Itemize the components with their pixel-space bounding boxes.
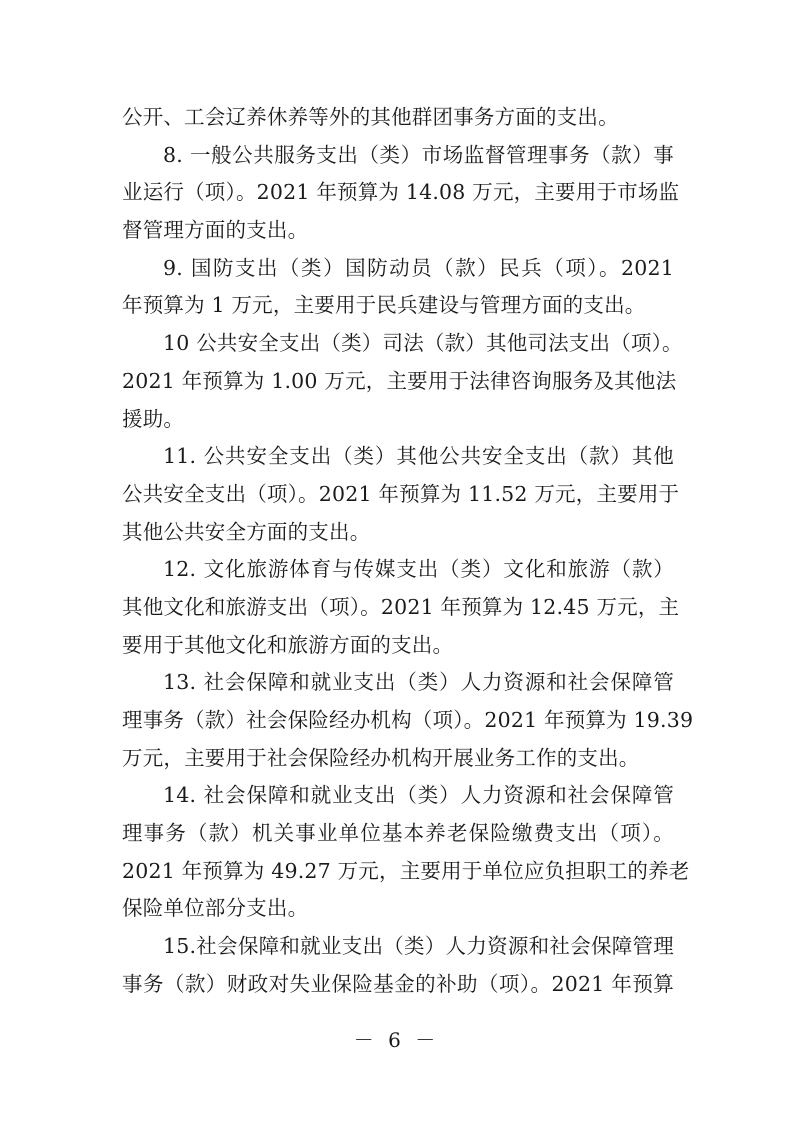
paragraph-line: 万元，主要用于社会保险经办机构开展业务工作的支出。 (122, 745, 640, 770)
paragraph-line: 14. 社会保障和就业支出（类）人力资源和社会保障管 (163, 783, 674, 808)
paragraph-line: 2021 年预算为 1.00 万元，主要用于法律咨询服务及其他法 (122, 368, 677, 393)
paragraph-line: 理事务（款）社会保险经办机构（项）。2021 年预算为 19.39 (122, 708, 694, 732)
paragraph-line: 年预算为 1 万元，主要用于民兵建设与管理方面的支出。 (122, 293, 646, 318)
paragraph-line: 其他公共安全方面的支出。 (122, 519, 371, 544)
paragraph-line: 9. 国防支出（类）国防动员（款）民兵（项）。2021 (163, 255, 674, 280)
paragraph-line: 2021 年预算为 49.27 万元，主要用于单位应负担职工的养老 (122, 858, 690, 883)
paragraph-line: 督管理方面的支出。 (122, 218, 309, 243)
paragraph-line: 理事务（款）机关事业单位基本养老保险缴费支出（项）。 (122, 821, 674, 846)
paragraph-line: 援助。 (122, 406, 185, 431)
paragraph-line: 其他文化和旅游支出（项）。2021 年预算为 12.45 万元，主 (122, 594, 680, 619)
paragraph-line: 要用于其他文化和旅游方面的支出。 (122, 632, 454, 657)
paragraph-line: 8. 一般公共服务支出（类）市场监督管理事务（款）事 (163, 142, 674, 167)
paragraph-line: 公开、工会辽养休养等外的其他群团事务方面的支出。 (122, 105, 619, 129)
paragraph-line: 10 公共安全支出（类）司法（款）其他司法支出（项）。 (163, 331, 683, 356)
paragraph-line: 11. 公共安全支出（类）其他公共安全支出（款）其他 (163, 444, 674, 469)
page-number: － 6 － (353, 1028, 440, 1052)
paragraph-line: 保险单位部分支出。 (122, 896, 309, 921)
body-text (122, 99, 694, 1004)
paragraph-line: 13. 社会保障和就业支出（类）人力资源和社会保障管 (163, 670, 674, 695)
paragraph-line: 12. 文化旅游体育与传媒支出（类）文化和旅游（款） (163, 557, 674, 582)
paragraph-line: 事务（款）财政对失业保险基金的补助（项）。2021 年预算 (122, 971, 674, 996)
paragraph-line: 业运行（项）。2021 年预算为 14.08 万元，主要用于市场监 (122, 180, 680, 205)
paragraph-line: 公共安全支出（项）。2021 年预算为 11.52 万元，主要用于 (122, 481, 680, 506)
paragraph-line: 15.社会保障和就业支出（类）人力资源和社会保障管理 (163, 934, 674, 959)
